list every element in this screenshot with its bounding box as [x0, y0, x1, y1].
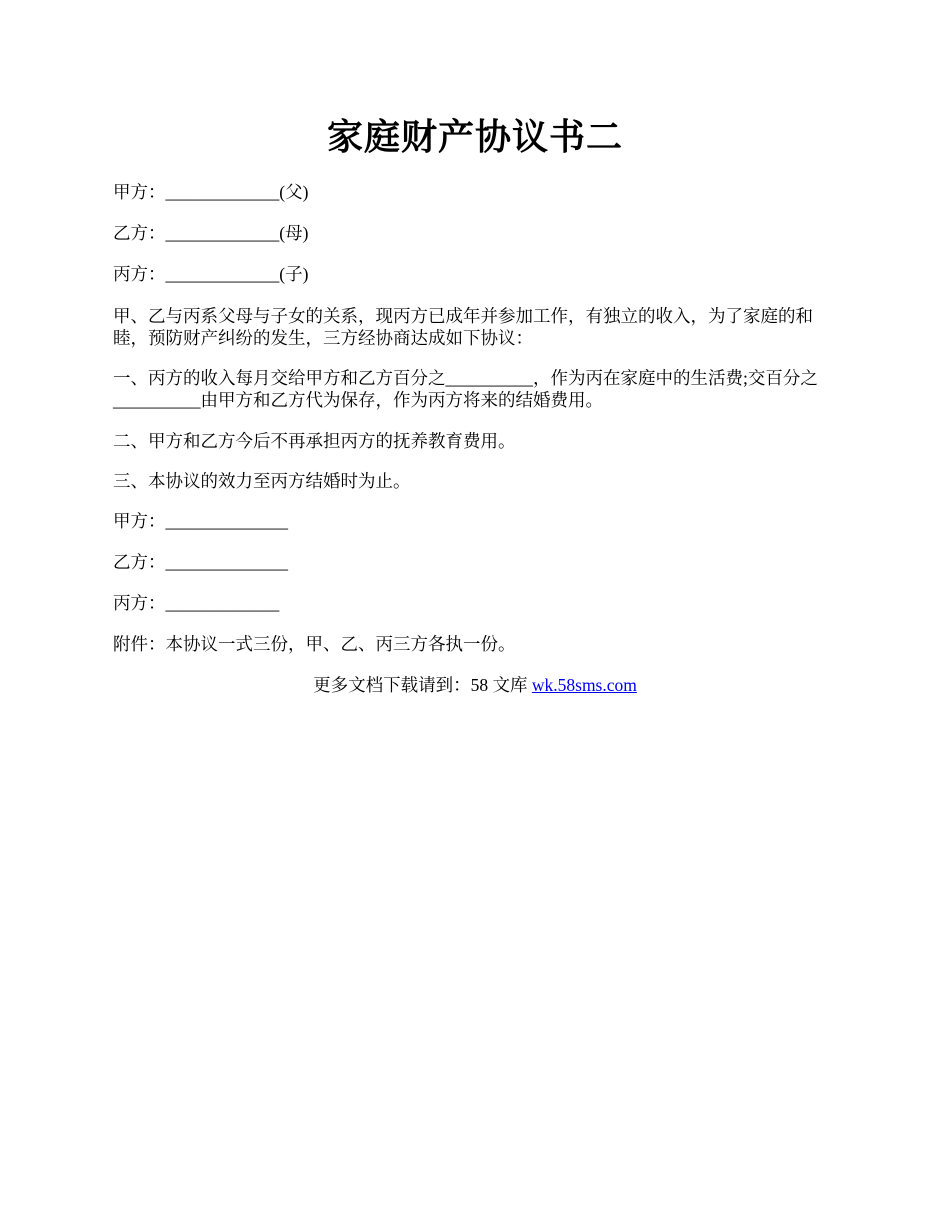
signature-party-a: 甲方：______________ — [113, 511, 288, 531]
clause-1: 一、丙方的收入每月交给甲方和乙方百分之__________，作为丙在家庭中的生活费;交百分之__________由甲方和乙方代为保存，作为丙方将来的结婚费用。 — [113, 368, 818, 410]
signature-party-b: 乙方：______________ — [113, 552, 288, 572]
party-b-line: 乙方：_____________(母) — [113, 223, 309, 243]
footer-link[interactable]: wk.58sms.com — [531, 675, 637, 695]
party-c-line: 丙方：_____________(子) — [113, 264, 309, 284]
attachment-note: 附件：本协议一式三份，甲、乙、丙三方各执一份。 — [113, 634, 516, 654]
party-a-line: 甲方：_____________(父) — [113, 182, 309, 202]
signature-party-c: 丙方：_____________ — [113, 593, 280, 613]
clause-2: 二、甲方和乙方今后不再承担丙方的抚养教育费用。 — [113, 431, 516, 451]
footer — [113, 674, 837, 696]
clause-3: 三、本协议的效力至丙方结婚时为止。 — [113, 471, 411, 491]
footer-text: 更多文档下载请到：58 文库 — [313, 675, 532, 695]
intro-paragraph: 甲、乙与丙系父母与子女的关系，现丙方已成年并参加工作，有独立的收入，为了家庭的和睦，预防财产纠纷的发生，三方经协商达成如下协议： — [113, 306, 813, 348]
document-title: 家庭财产协议书二 — [326, 117, 623, 157]
